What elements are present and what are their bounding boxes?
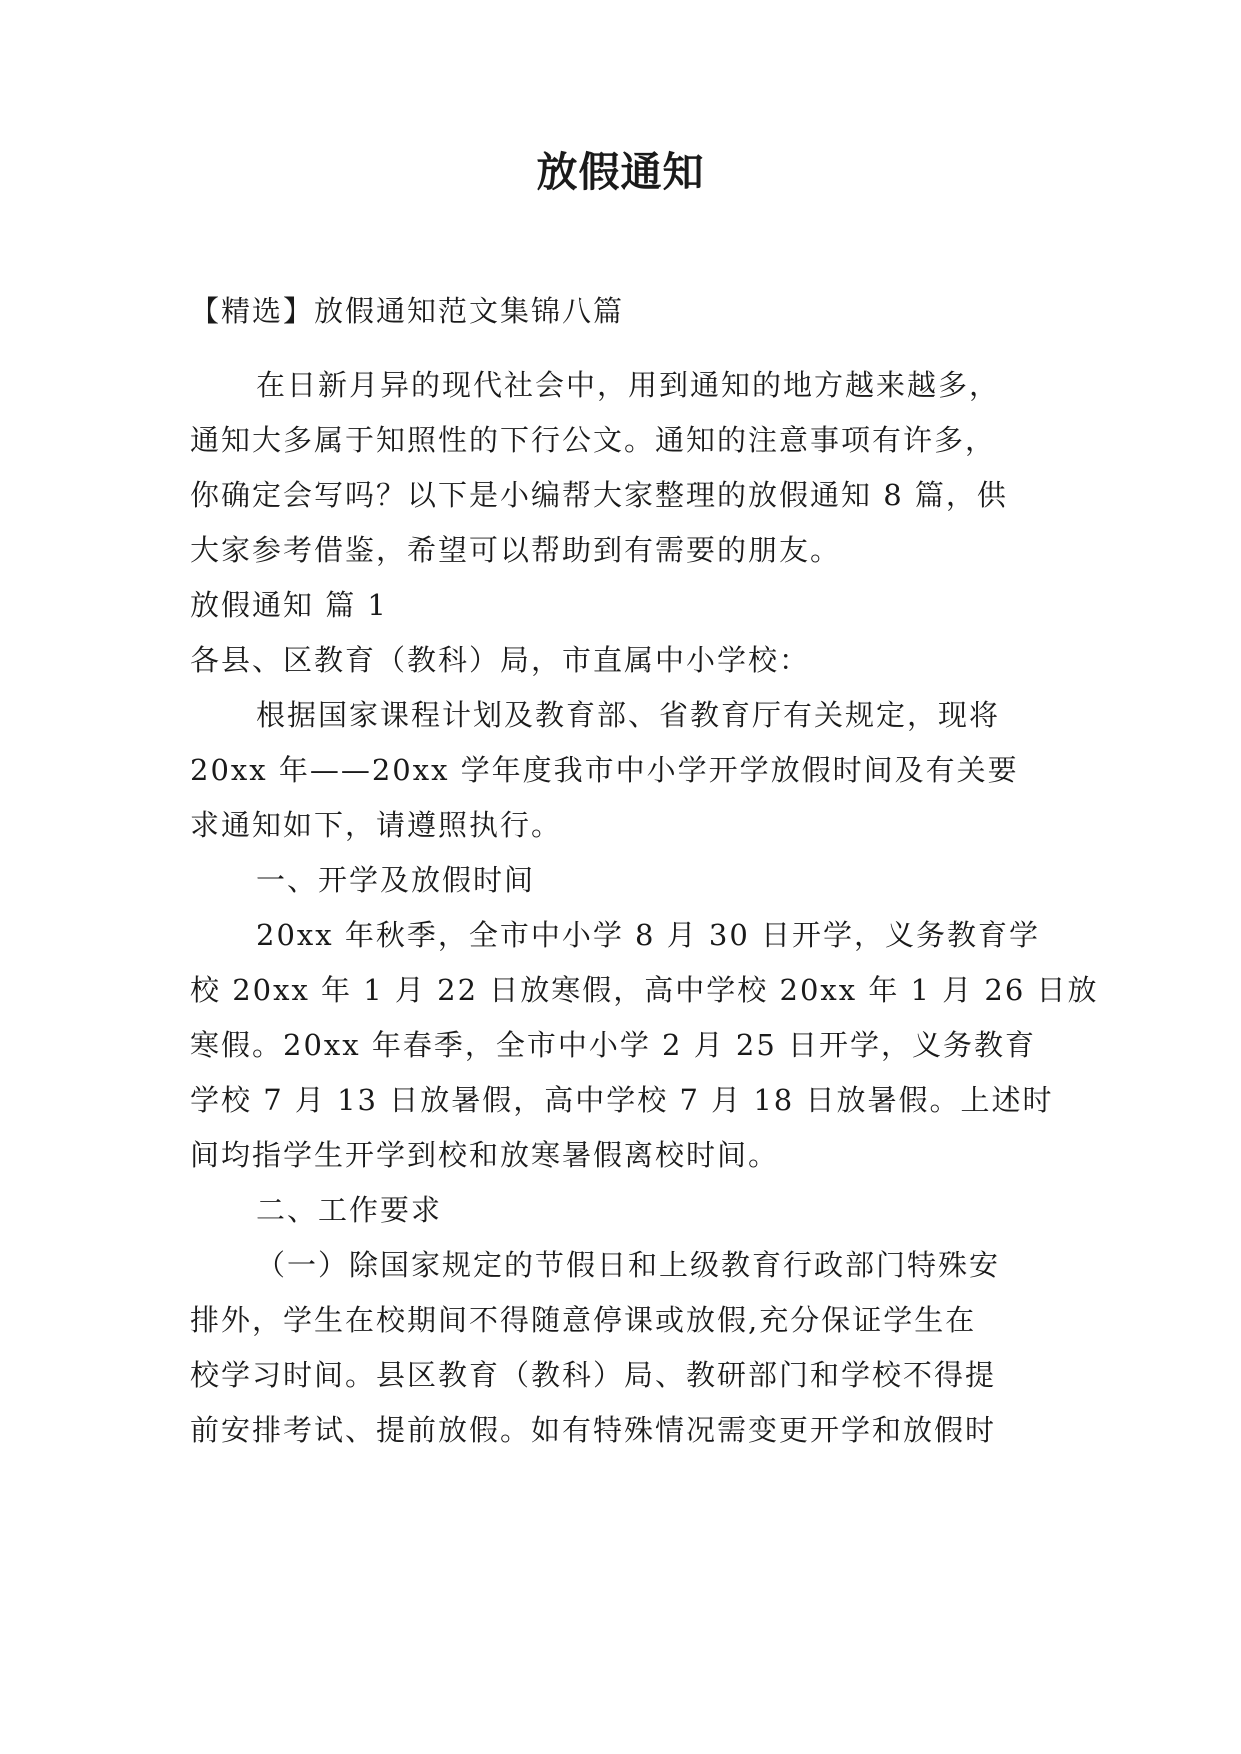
document-subtitle: 【精选】放假通知范文集锦八篇 <box>190 294 625 328</box>
subheading-line: 一、开学及放假时间 <box>256 863 536 897</box>
paragraph-line: 求通知如下，请遵照执行。 <box>190 808 563 842</box>
paragraph-line: 校学习时间。县区教育（教科）局、教研部门和学校不得提 <box>190 1358 997 1392</box>
paragraph-line: 在日新月异的现代社会中，用到通知的地方越来越多， <box>256 368 1001 402</box>
paragraph-line: 20xx 年秋季，全市中小学 8 月 30 日开学，义务教育学 <box>256 918 1041 952</box>
document-title: 放假通知 <box>536 148 705 196</box>
paragraph-line: （一）除国家规定的节假日和上级教育行政部门特殊安 <box>256 1248 1001 1282</box>
paragraph-line: 根据国家课程计划及教育部、省教育厅有关规定，现将 <box>256 698 1001 732</box>
salutation-line: 各县、区教育（教科）局，市直属中小学校： <box>190 643 811 677</box>
paragraph-line: 寒假。20xx 年春季，全市中小学 2 月 25 日开学，义务教育 <box>190 1028 1037 1062</box>
paragraph-line: 前安排考试、提前放假。如有特殊情况需变更开学和放假时 <box>190 1413 997 1447</box>
paragraph-line: 学校 7 月 13 日放暑假，高中学校 7 月 18 日放暑假。上述时 <box>190 1083 1054 1117</box>
paragraph-line: 20xx 年——20xx 学年度我市中小学开学放假时间及有关要 <box>190 753 1019 787</box>
paragraph-line: 排外，学生在校期间不得随意停课或放假,充分保证学生在 <box>190 1303 977 1337</box>
paragraph-line: 大家参考借鉴，希望可以帮助到有需要的朋友。 <box>190 533 842 567</box>
paragraph-line: 间均指学生开学到校和放寒暑假离校时间。 <box>190 1138 780 1172</box>
section-heading: 放假通知 篇 1 <box>190 588 388 622</box>
paragraph-line: 通知大多属于知照性的下行公文。通知的注意事项有许多， <box>190 423 997 457</box>
paragraph-line: 你确定会写吗？以下是小编帮大家整理的放假通知 8 篇，供 <box>190 478 1008 512</box>
paragraph-line: 校 20xx 年 1 月 22 日放寒假，高中学校 20xx 年 1 月 26 日放 <box>190 973 1099 1007</box>
subheading-line: 二、工作要求 <box>256 1193 443 1227</box>
